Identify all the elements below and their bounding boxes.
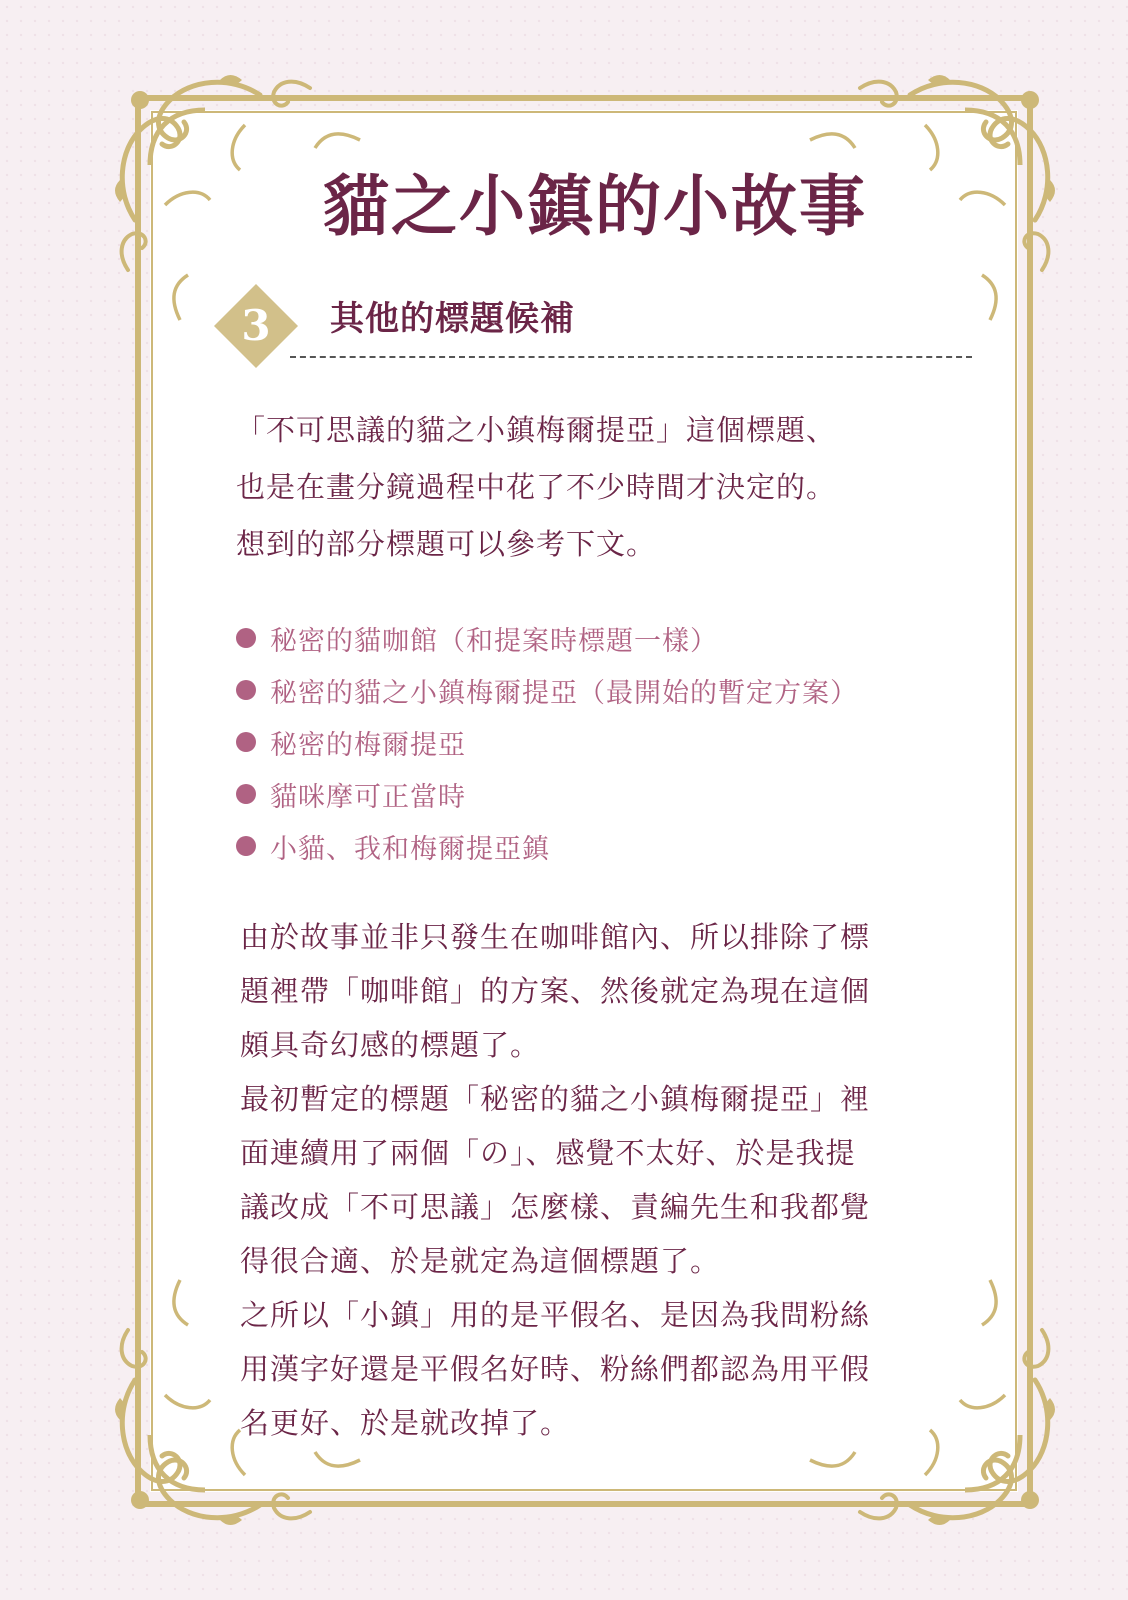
list-item-text: 小貓、我和梅爾提亞鎮	[270, 833, 550, 865]
body-line: 最初暫定的標題「秘密的貓之小鎮梅爾提亞」裡	[240, 1082, 871, 1116]
dot-icon	[236, 732, 256, 752]
section-number: 3	[241, 301, 271, 350]
body-line: 頗具奇幻感的標題了。	[240, 1028, 541, 1062]
section-divider	[290, 356, 972, 358]
list-item	[236, 612, 956, 664]
list-item	[236, 820, 956, 872]
diamond-badge-icon	[212, 282, 300, 370]
body-line: 得很合適、於是就定為這個標題了。	[240, 1244, 721, 1278]
list-item	[236, 664, 956, 716]
body-line: 議改成「不可思議」怎麼樣、責編先生和我都覺	[240, 1190, 871, 1224]
list-item-text: 秘密的貓咖館（和提案時標題一樣）	[270, 625, 718, 657]
body-line: 用漢字好還是平假名好時、粉絲們都認為用平假	[240, 1352, 871, 1386]
dot-icon	[236, 836, 256, 856]
list-item	[236, 716, 956, 768]
body-line: 題裡帶「咖啡館」的方案、然後就定為現在這個	[240, 974, 871, 1008]
dot-icon	[236, 784, 256, 804]
title-options-list	[236, 612, 956, 872]
list-item-text: 秘密的貓之小鎮梅爾提亞（最開始的暫定方案）	[270, 677, 858, 709]
body-line: 由於故事並非只發生在咖啡館內、所以排除了標	[240, 920, 871, 954]
list-item-text: 貓咪摩可正當時	[270, 781, 466, 813]
list-item	[236, 768, 956, 820]
section-number-badge	[212, 282, 300, 370]
body-paragraph	[240, 910, 940, 1450]
intro-line: 也是在畫分鏡過程中花了不少時間才決定的。	[236, 470, 837, 504]
page-title: 貓之小鎮的小故事	[323, 167, 867, 245]
body-line: 名更好、於是就改掉了。	[240, 1406, 571, 1440]
body-line: 面連續用了兩個「の」、感覺不太好、於是我提	[240, 1136, 856, 1170]
body-line: 之所以「小鎮」用的是平假名、是因為我問粉絲	[240, 1298, 871, 1332]
dot-icon	[236, 680, 256, 700]
list-item-text: 秘密的梅爾提亞	[270, 729, 466, 761]
section-heading: 其他的標題候補	[330, 299, 575, 339]
intro-line: 想到的部分標題可以參考下文。	[236, 527, 657, 561]
intro-line: 「不可思議的貓之小鎮梅爾提亞」這個標題、	[236, 413, 837, 447]
dot-icon	[236, 628, 256, 648]
intro-paragraph	[236, 402, 936, 573]
